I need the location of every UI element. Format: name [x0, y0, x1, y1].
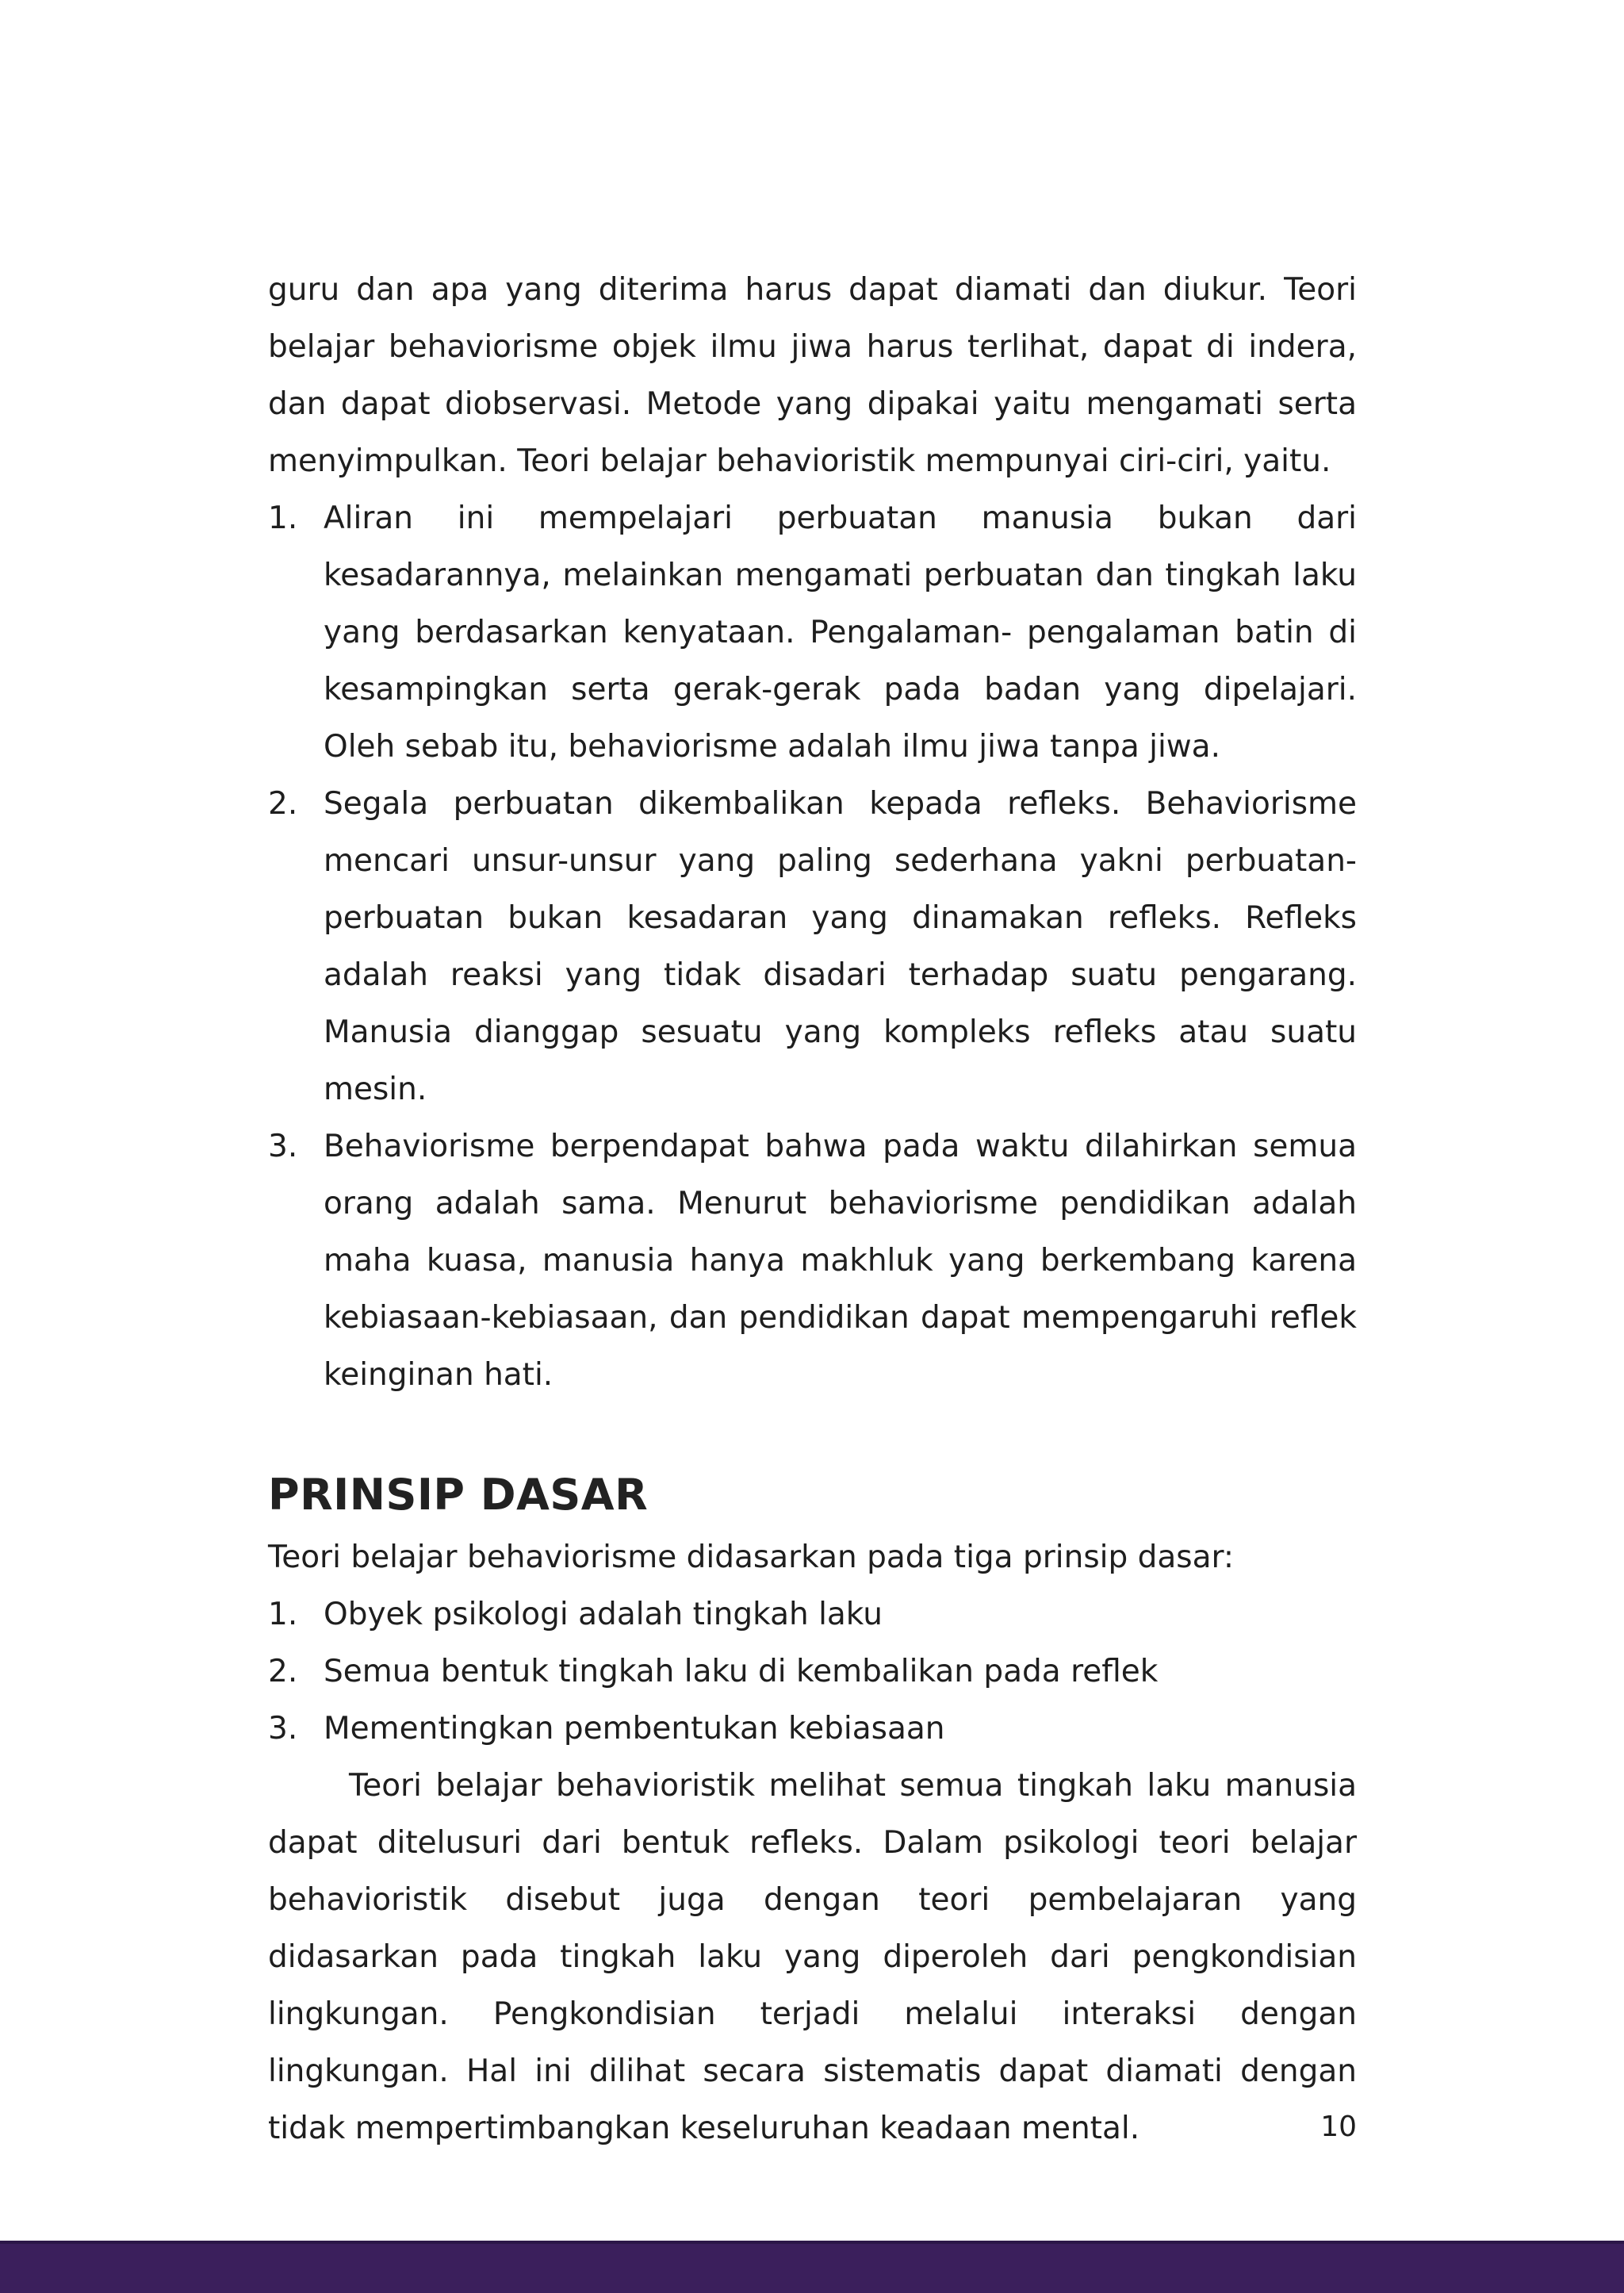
page-number: 10: [1320, 2111, 1357, 2143]
list-item-number: 1.: [268, 500, 298, 536]
characteristics-list: [268, 490, 1357, 1404]
list-item-number: 3.: [268, 1129, 298, 1164]
list-item-number: 2.: [268, 786, 298, 822]
list-item-number: 3.: [268, 1711, 298, 1747]
list-item-number: 2.: [268, 1654, 298, 1689]
list-item: [268, 1118, 1357, 1404]
list-item-number: 1.: [268, 1597, 298, 1632]
list-item: [268, 1643, 1357, 1701]
list-item: [268, 776, 1357, 1118]
closing-paragraph: Teori belajar behavioristik melihat semua tingkah laku manusia dapat ditelusuri dari bentuk refleks. Dalam psikologi teori belajar behavioristik disebut juga dengan teori pembelajaran yang didasarkan pada tingkah laku yang diperoleh dari pengkondisian lingkungan. Pengkondisian terjadi melalui interaksi dengan lingkungan. Hal ini dilihat secara sistematis dapat diamati dengan tidak mempertimbangkan keseluruhan keadaan mental.: [268, 1768, 1357, 2146]
list-item: [268, 1701, 1357, 1758]
list-item-text: Aliran ini mempelajari perbuatan manusia bukan dari kesadarannya, melainkan mengamati perbuatan dan tingkah laku yang berdasarkan kenyataan. Pengalaman- pengalaman batin di kesampingkan serta gerak-gerak pada badan yang dipelajari. Oleh sebab itu, behaviorisme adalah ilmu jiwa tanpa jiwa.: [324, 500, 1357, 765]
list-item-text: Mementingkan pembentukan kebiasaan: [324, 1711, 945, 1747]
section-lead: Teori belajar behaviorisme didasarkan pada tiga prinsip dasar:: [268, 1540, 1234, 1575]
list-item-text: Behaviorisme berpendapat bahwa pada waktu dilahirkan semua orang adalah sama. Menurut behaviorisme pendidikan adalah maha kuasa, manusia hanya makhluk yang berkembang karena kebiasaan-kebiasaan, dan pendidikan dapat mempengaruhi reflek keinginan hati.: [324, 1129, 1357, 1393]
page-content: [268, 262, 1357, 2157]
section-heading: PRINSIP DASAR: [268, 1470, 649, 1520]
principles-list: [268, 1586, 1357, 1758]
intro-paragraph: guru dan apa yang diterima harus dapat diamati dan diukur. Teori belajar behaviorisme objek ilmu jiwa harus terlihat, dapat di indera, dan dapat diobservasi. Metode yang dipakai yaitu mengamati serta menyimpulkan. Teori belajar behavioristik mempunyai ciri-ciri, yaitu.: [268, 272, 1357, 479]
list-item: [268, 490, 1357, 776]
list-item-text: Semua bentuk tingkah laku di kembalikan pada reflek: [324, 1654, 1159, 1689]
list-item-text: Obyek psikologi adalah tingkah laku: [324, 1597, 883, 1632]
footer-bar: [0, 2241, 1624, 2293]
list-item-text: Segala perbuatan dikembalikan kepada refleks. Behaviorisme mencari unsur-unsur yang paling sederhana yakni perbuatan-perbuatan bukan kesadaran yang dinamakan refleks. Refleks adalah reaksi yang tidak disadari terhadap suatu pengarang. Manusia dianggap sesuatu yang kompleks refleks atau suatu mesin.: [324, 786, 1357, 1107]
list-item: [268, 1586, 1357, 1643]
